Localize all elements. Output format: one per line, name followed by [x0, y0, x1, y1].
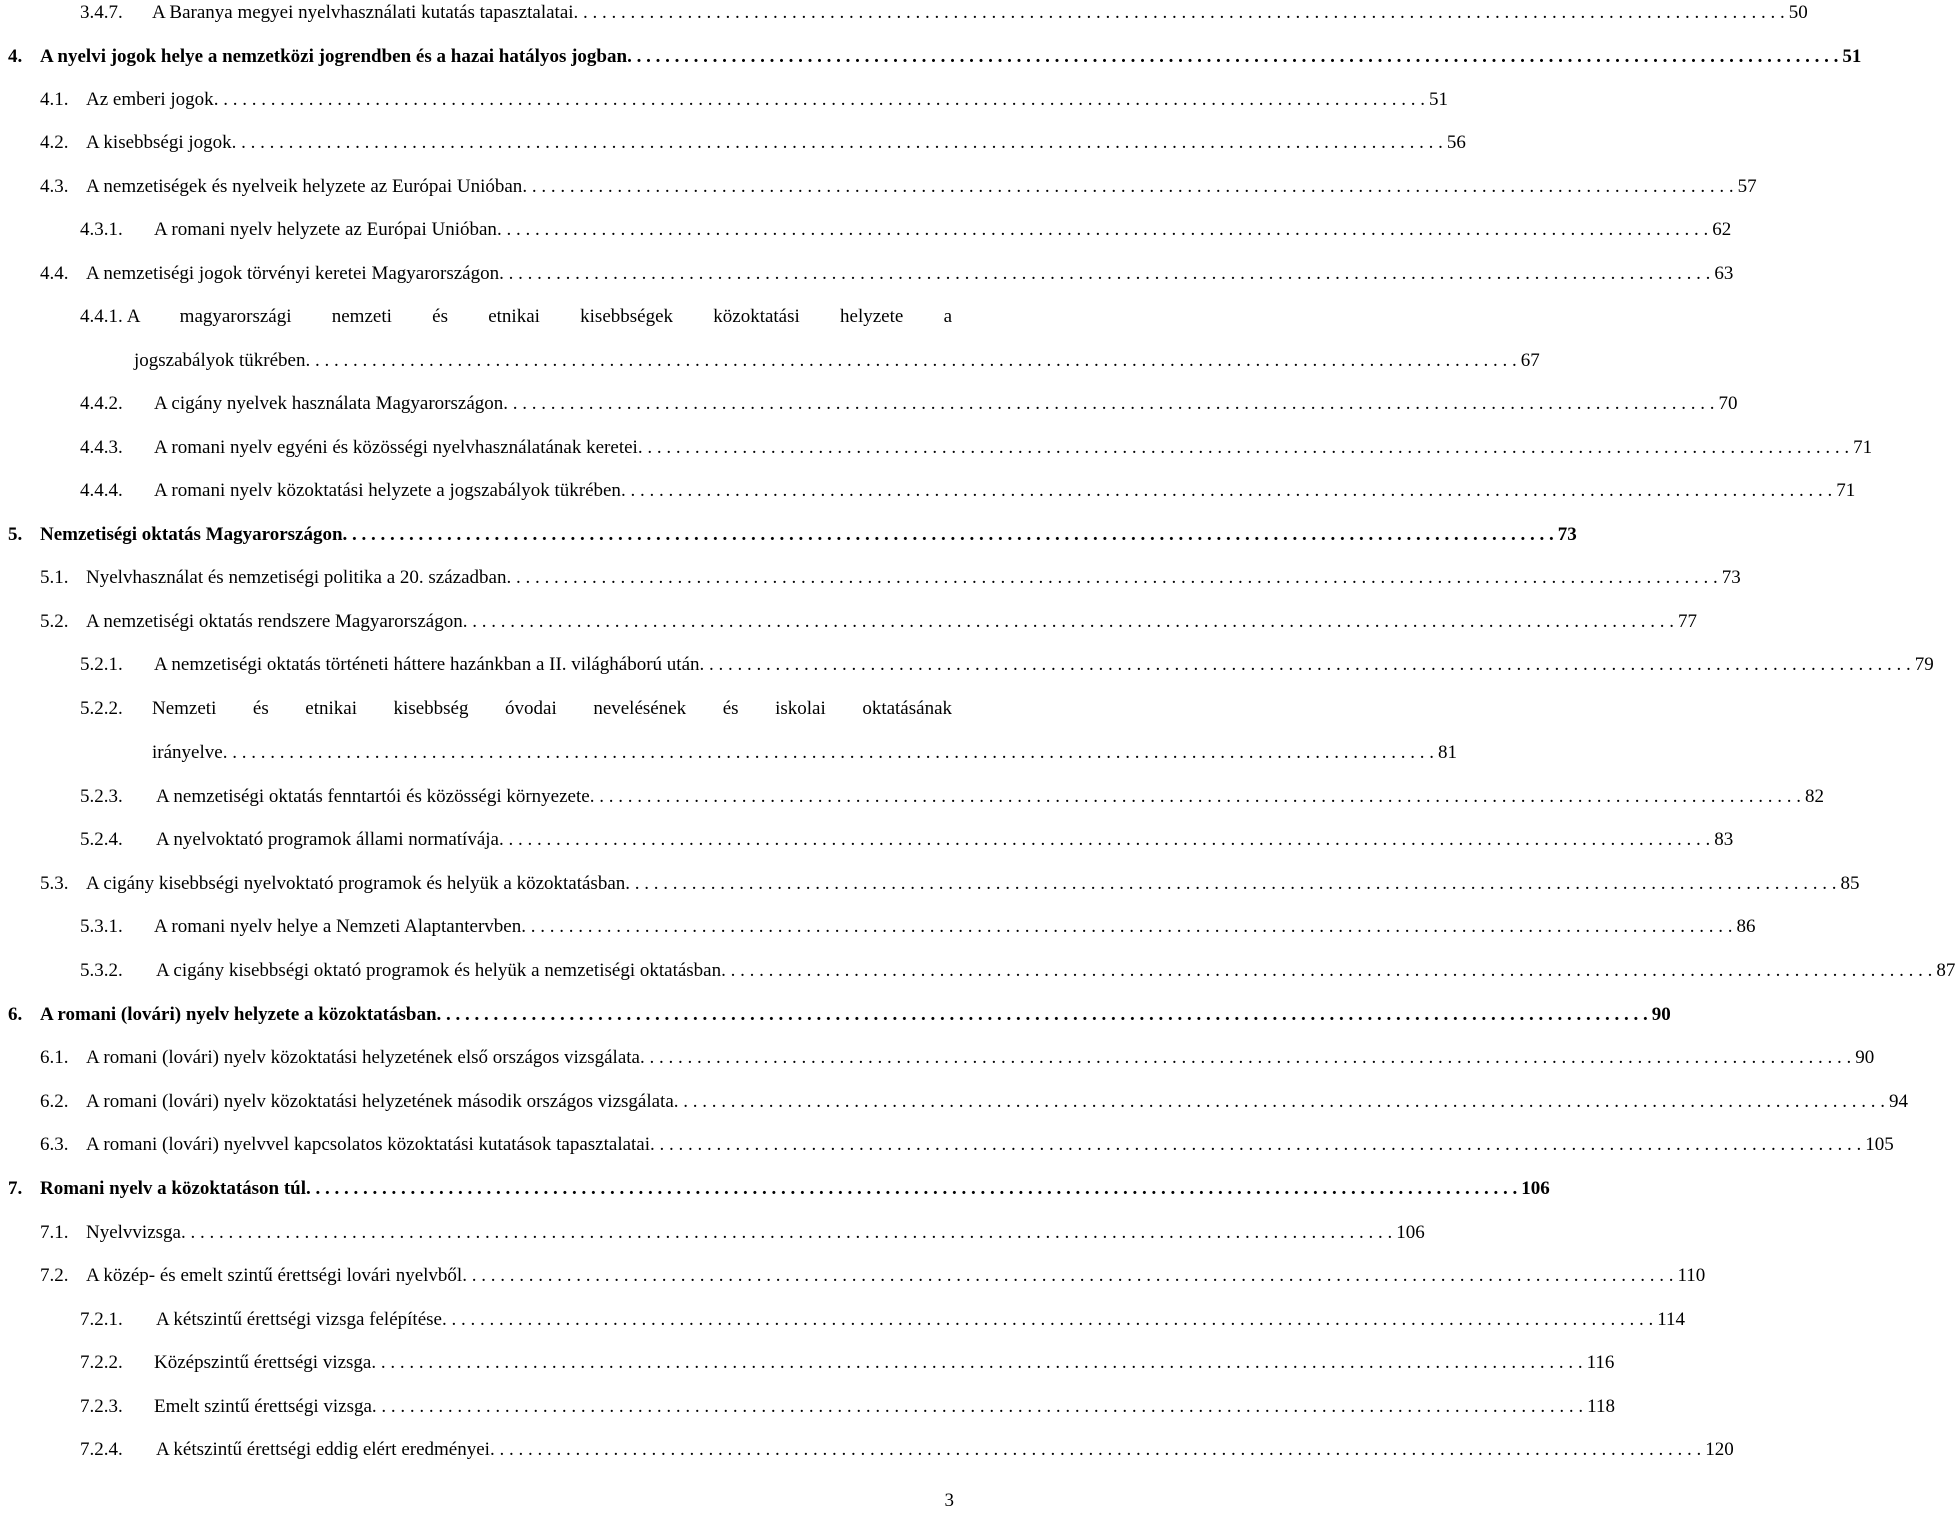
toc-entry	[80, 391, 1738, 417]
toc-entry-number: 5.3.	[40, 873, 69, 894]
toc-entry	[8, 522, 1577, 548]
toc-entry-page: 67	[1520, 350, 1540, 371]
toc-entry-page: 57	[1737, 176, 1757, 197]
toc-entry	[80, 958, 1955, 984]
toc-entry-number: 5.3.1.	[80, 916, 123, 937]
toc-entry	[80, 696, 952, 722]
toc-entry-number: 6.2.	[40, 1091, 69, 1112]
toc-leader	[371, 1350, 1582, 1376]
toc-entry-page: 94	[1889, 1091, 1909, 1112]
toc-entry	[8, 1002, 1671, 1028]
toc-entry-title: A nemzetiségek és nyelveik helyzete az Európai Unióban	[86, 176, 523, 197]
toc-leader	[181, 1220, 1392, 1246]
toc-entry-page: 71	[1836, 480, 1856, 501]
toc-entry-page: 73	[1557, 524, 1577, 545]
toc-entry-title: A cigány nyelvek használata Magyarországon	[154, 393, 504, 414]
toc-entry-number: 7.2.3.	[80, 1396, 123, 1417]
toc-entry-page: 50	[1788, 2, 1808, 23]
toc-entry-title: A magyarországi nemzeti és etnikai kisebbségek közoktatási helyzete a	[126, 306, 952, 327]
toc-entry	[40, 174, 1757, 200]
toc-entry-page: 56	[1446, 132, 1466, 153]
toc-entry	[80, 1350, 1615, 1376]
toc-entry-page: 62	[1712, 219, 1732, 240]
toc-entry-title-cont: irányelve	[152, 742, 223, 763]
toc-entry-number: 4.1.	[40, 89, 69, 110]
toc-entry-page: 105	[1865, 1134, 1894, 1155]
toc-entry-page: 85	[1840, 873, 1860, 894]
toc-entry-number: 5.2.1.	[80, 654, 123, 675]
toc-entry-page: 110	[1677, 1265, 1706, 1286]
toc-entry-number: 4.4.4.	[80, 480, 123, 501]
toc-entry-title: Emelt szintű érettségi vizsga	[154, 1396, 372, 1417]
toc-leader	[497, 217, 1708, 243]
toc-entry-title: A romani nyelv helyzete az Európai Unióban	[154, 219, 497, 240]
toc-entry-title: A kisebbségi jogok	[86, 132, 232, 153]
toc-entry-page: 81	[1437, 742, 1457, 763]
toc-entry	[80, 827, 1734, 853]
toc-leader	[700, 652, 1911, 678]
toc-leader	[521, 914, 1732, 940]
toc-entry	[80, 217, 1732, 243]
toc-entry	[40, 609, 1697, 635]
toc-entry-page: 90	[1651, 1004, 1671, 1025]
toc-leader	[590, 784, 1801, 810]
toc-entry	[40, 565, 1741, 591]
toc-entry-page: 87	[1936, 960, 1955, 981]
toc-entry	[80, 435, 1873, 461]
toc-leader	[638, 435, 1849, 461]
toc-entry-number: 5.2.2.	[80, 698, 123, 719]
toc-entry-page: 116	[1586, 1352, 1615, 1373]
toc-entry-page: 90	[1855, 1047, 1875, 1068]
toc-entry-title: A nemzetiségi oktatás fenntartói és közösségi környezete	[156, 786, 590, 807]
toc-entry-title: A romani (lovári) nyelv közoktatási helyzetének második országos vizsgálata	[86, 1091, 674, 1112]
toc-entry-title: A romani (lovári) nyelvvel kapcsolatos közoktatási kutatások tapasztalatai	[86, 1134, 651, 1155]
toc-leader	[522, 174, 1733, 200]
toc-entry-title: A kétszintű érettségi vizsga felépítése	[156, 1309, 442, 1330]
toc-leader	[627, 44, 1838, 70]
toc-entry-number: 5.3.2.	[80, 960, 123, 981]
toc-entry-title: Nemzetiségi oktatás Magyarországon	[40, 524, 343, 545]
toc-entry-page: 120	[1705, 1439, 1734, 1460]
toc-entry-title: A Baranya megyei nyelvhasználati kutatás tapasztalatai	[152, 2, 574, 23]
toc-leader	[372, 1394, 1583, 1420]
toc-entry-number: 4.	[8, 46, 23, 67]
toc-entry	[80, 1437, 1734, 1463]
toc-leader	[574, 0, 1785, 26]
toc-entry-number: 6.	[8, 1004, 23, 1025]
toc-entry-title: Az emberi jogok	[86, 89, 214, 110]
toc-entry-number: 5.2.	[40, 611, 69, 632]
toc-entry-page: 63	[1714, 263, 1734, 284]
toc-entry-number: 4.3.1.	[80, 219, 123, 240]
toc-entry	[40, 871, 1860, 897]
toc-leader	[621, 478, 1832, 504]
toc-leader	[223, 740, 1434, 766]
toc-leader	[305, 348, 1516, 374]
toc-entry	[40, 1220, 1425, 1246]
toc-entry	[80, 914, 1756, 940]
toc-entry-number: 4.4.	[40, 263, 69, 284]
toc-leader	[503, 391, 1714, 417]
toc-leader	[490, 1437, 1701, 1463]
toc-entry-page: 118	[1587, 1396, 1615, 1417]
toc-leader	[674, 1089, 1885, 1115]
toc-entry	[80, 0, 1808, 26]
toc-entry-title: A romani nyelv helye a Nemzeti Alaptantervben	[154, 916, 522, 937]
toc-entry-title: A kétszintű érettségi eddig elért eredményei	[156, 1439, 490, 1460]
toc-leader	[214, 87, 1425, 113]
toc-entry-page: 71	[1853, 437, 1873, 458]
toc-entry-number: 7.1.	[40, 1222, 69, 1243]
toc-entry-title: A nemzetiségi oktatás rendszere Magyarországon	[86, 611, 463, 632]
toc-entry-number: 6.3.	[40, 1134, 69, 1155]
toc-leader	[640, 1045, 1851, 1071]
toc-entry-number: 4.2.	[40, 132, 69, 153]
toc-entry-page: 106	[1396, 1222, 1425, 1243]
toc-entry-title: A cigány kisebbségi oktató programok és helyük a nemzetiségi oktatásban	[156, 960, 722, 981]
toc-entry-title: A közép- és emelt szintű érettségi lovári nyelvből	[86, 1265, 463, 1286]
toc-entry-number: 5.1.	[40, 567, 69, 588]
toc-entry-number: 3.4.7.	[80, 2, 123, 23]
toc-entry	[40, 1263, 1706, 1289]
toc-entry-page: 79	[1914, 654, 1934, 675]
toc-entry	[80, 784, 1824, 810]
toc-entry-number: 7.2.	[40, 1265, 69, 1286]
toc-entry-title: A romani nyelv egyéni és közösségi nyelvhasználatának keretei	[154, 437, 638, 458]
toc-entry-title: A romani (lovári) nyelv közoktatási helyzetének első országos vizsgálata	[86, 1047, 640, 1068]
toc-entry-title: A nyelvoktató programok állami normatívája	[156, 829, 499, 850]
toc-entry	[80, 478, 1856, 504]
toc-entry-title: Nemzeti és etnikai kisebbség óvodai nevelésének és iskolai oktatásának	[152, 698, 952, 719]
toc-entry-page: 114	[1657, 1309, 1686, 1330]
toc-entry-title: Középszintű érettségi vizsga	[154, 1352, 372, 1373]
toc-entry	[8, 1176, 1550, 1202]
toc-entry-page: 51	[1842, 46, 1862, 67]
toc-entry-page: 70	[1718, 393, 1738, 414]
toc-entry-title: Romani nyelv a közoktatáson túl	[40, 1178, 307, 1199]
toc-entry-page: 77	[1677, 611, 1697, 632]
page-number: 3	[944, 1490, 954, 1511]
toc-entry	[40, 1089, 1909, 1115]
toc-entry	[40, 130, 1466, 156]
toc-entry-page: 51	[1428, 89, 1448, 110]
toc-leader	[343, 522, 1554, 548]
toc-entry-title: A romani (lovári) nyelv helyzete a közoktatásban	[40, 1004, 437, 1025]
toc-entry	[8, 44, 1862, 70]
toc-entry-page: 82	[1804, 786, 1824, 807]
toc-entry	[80, 304, 952, 330]
toc-leader	[499, 261, 1710, 287]
toc-leader	[232, 130, 1443, 156]
toc-entry	[40, 261, 1734, 287]
toc-entry-page: 73	[1721, 567, 1741, 588]
toc-leader	[650, 1132, 1861, 1158]
toc-entry-number: 7.2.1.	[80, 1309, 123, 1330]
toc-leader	[506, 565, 1717, 591]
toc-leader	[625, 871, 1836, 897]
toc-entry-title: Nyelvhasználat és nemzetiségi politika a 20. században	[86, 567, 507, 588]
toc-entry-number: 5.2.3.	[80, 786, 123, 807]
toc-leader	[499, 827, 1710, 853]
toc-entry-title: A nemzetiségi oktatás történeti háttere hazánkban a II. világháború után	[154, 654, 700, 675]
toc-entry-number: 4.4.3.	[80, 437, 123, 458]
toc-entry-page: 83	[1714, 829, 1734, 850]
toc-entry-number: 6.1.	[40, 1047, 69, 1068]
toc-entry-continuation	[134, 348, 1540, 374]
toc-entry-number: 5.2.4.	[80, 829, 123, 850]
toc-entry-number: 4.4.2.	[80, 393, 123, 414]
toc-entry-continuation	[152, 740, 1457, 766]
toc-entry-number: 7.2.2.	[80, 1352, 123, 1373]
toc-entry-number: 7.	[8, 1178, 23, 1199]
toc-entry	[40, 1132, 1894, 1158]
toc-entry-title: A cigány kisebbségi nyelvoktató programok és helyük a közoktatásban	[86, 873, 626, 894]
toc-entry-title: Nyelvvizsga	[86, 1222, 181, 1243]
toc-entry	[80, 1394, 1615, 1420]
toc-entry-title-cont: jogszabályok tükrében	[134, 350, 306, 371]
toc-leader	[462, 1263, 1673, 1289]
toc-leader	[437, 1002, 1648, 1028]
toc-entry-number: 4.3.	[40, 176, 69, 197]
toc-leader	[721, 958, 1932, 984]
toc-leader	[463, 609, 1674, 635]
toc-entry-page: 86	[1736, 916, 1756, 937]
toc-entry	[80, 652, 1934, 678]
toc-entry-title: A romani nyelv közoktatási helyzete a jogszabályok tükrében	[154, 480, 621, 501]
toc-entry-number: 4.4.1.	[80, 306, 123, 327]
toc-leader	[442, 1307, 1653, 1333]
toc-entry	[80, 1307, 1686, 1333]
toc-entry-page: 106	[1521, 1178, 1550, 1199]
toc-entry-title: A nemzetiségi jogok törvényi keretei Magyarországon	[86, 263, 500, 284]
toc-entry	[40, 1045, 1875, 1071]
toc-entry-number: 5.	[8, 524, 23, 545]
toc-entry	[40, 87, 1448, 113]
toc-entry-number: 7.2.4.	[80, 1439, 123, 1460]
toc-leader	[306, 1176, 1517, 1202]
toc-entry-title: A nyelvi jogok helye a nemzetközi jogrendben és a hazai hatályos jogban	[40, 46, 628, 67]
